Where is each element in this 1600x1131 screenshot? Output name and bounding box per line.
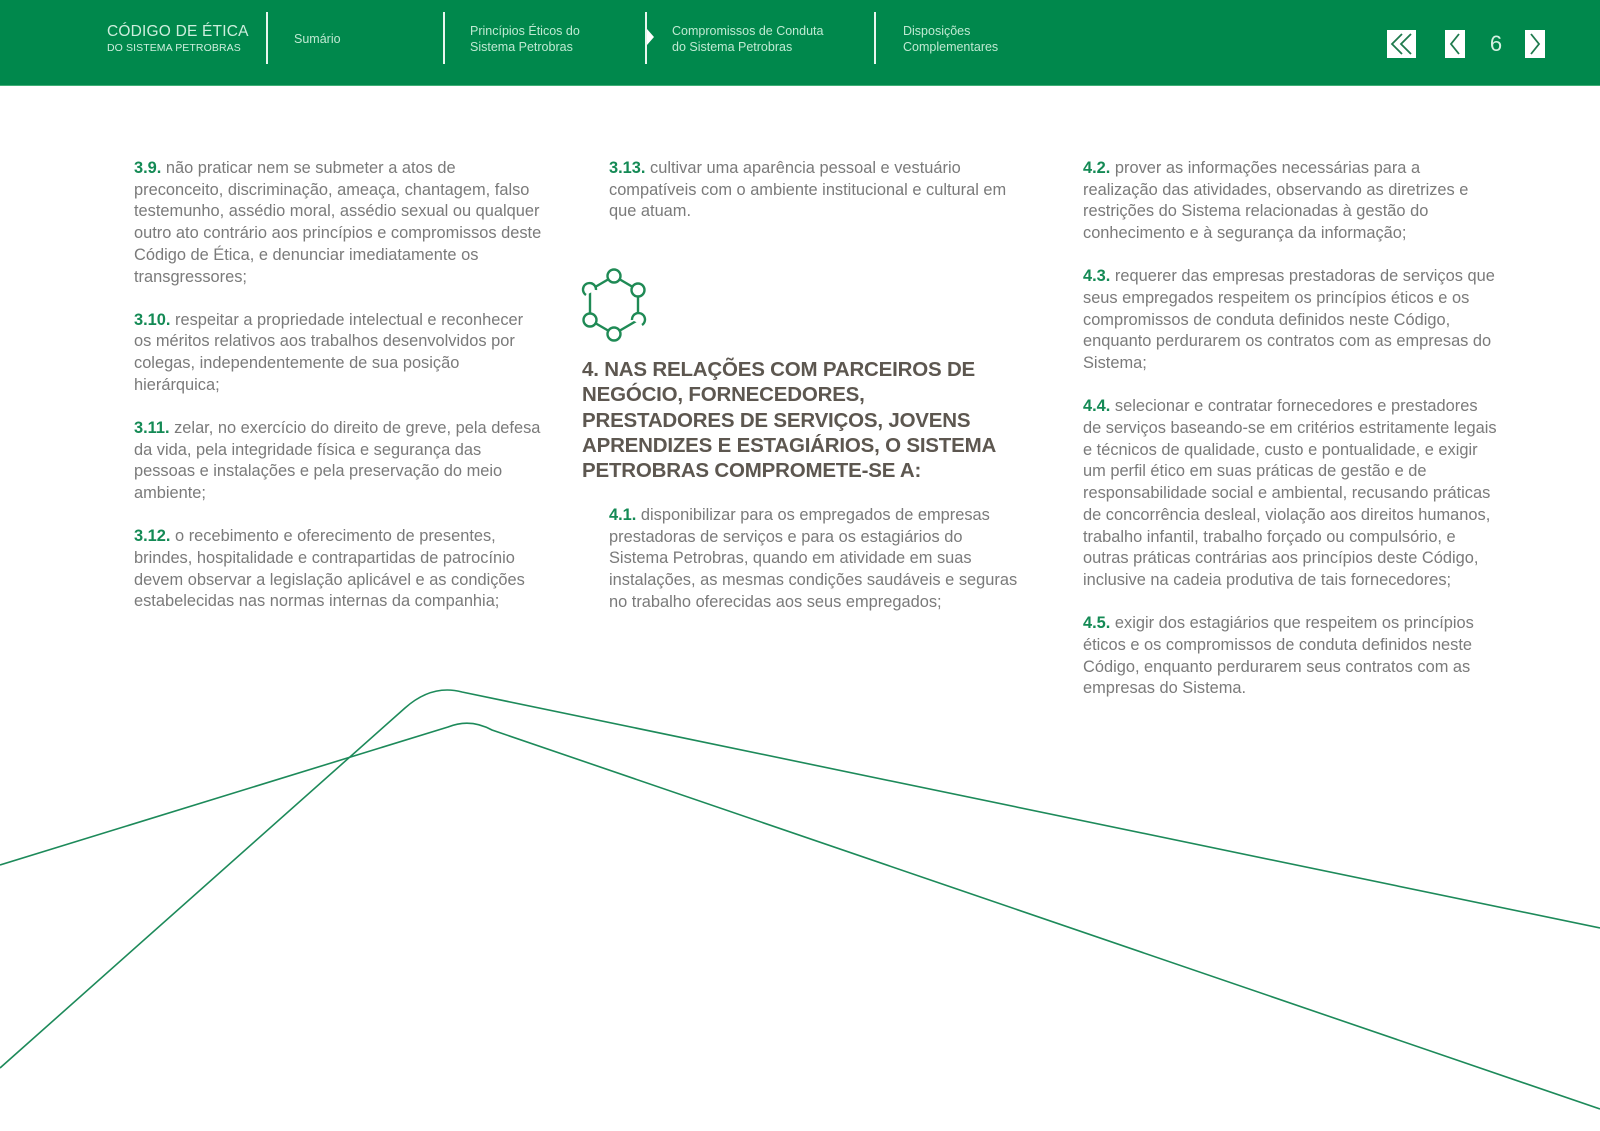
clause-number: 3.11. — [134, 419, 170, 438]
nav-item-compromissos-de-conduta[interactable]: Compromissos de Conduta do Sistema Petrobras — [672, 24, 824, 54]
clause-text: requerer das empresas prestadoras de serviços que seus empregados respeitem os princípios éticos e os compromissos de conduta definidos neste Código, enquanto perdurarem os contratos com as empresas do Sistema; — [1083, 267, 1495, 373]
clause-text: disponibilizar para os empregados de empresas prestadoras de serviços e para os estagiários do Sistema Petrobras, quando em atividade em suas instalações, as mesmas condições saudáveis e seguras no trabalho oferecidas aos seus empregados; — [609, 506, 1018, 611]
section-heading: 4. NAS RELAÇÕES COM PARCEIROS DE NEGÓCIO, FORNECEDORES, PRESTADORES DE SERVIÇOS, JOVENS APRENDIZES E ESTAGIÁRIOS, O SISTEMA PETROBRAS COMPROMETE-SE A: — [582, 358, 996, 483]
nav-divider — [266, 12, 268, 64]
clause-number: 4.5. — [1083, 614, 1111, 633]
clause-text: não praticar nem se submeter a atos de preconceito, discriminação, ameaça, chantagem, falso testemunho, assédio moral, assédio sexual ou qualquer outro ato contrário aos princípios e compromissos deste Código de Ética, e denunciar imediatamente os transgressores; — [134, 159, 542, 286]
previous-page-button[interactable] — [1445, 30, 1465, 58]
decorative-line-upper — [0, 690, 1600, 1068]
nav-item-principios-eticos[interactable]: Princípios Éticos do Sistema Petrobras — [470, 24, 580, 54]
chevron-left-icon — [1448, 32, 1462, 56]
clause-number: 4.4. — [1083, 397, 1111, 416]
column-left — [134, 158, 544, 635]
clause-4-1 — [609, 505, 1019, 614]
nav-divider — [443, 12, 445, 64]
top-navigation-bar — [0, 0, 1600, 86]
clause-number: 3.12. — [134, 527, 171, 546]
clause-text: zelar, no exercício do direito de greve, pela defesa da vida, pela integridade física e segurança das pessoas e instalações e pela preservação do meio ambiente; — [134, 419, 541, 503]
next-page-button[interactable] — [1525, 30, 1545, 58]
clause-number: 4.2. — [1083, 159, 1111, 177]
network-hexagon-icon — [578, 268, 650, 344]
brand-title: CÓDIGO DE ÉTICA — [107, 23, 249, 40]
clause-3-12 — [134, 526, 544, 613]
active-section-marker-icon — [647, 29, 654, 45]
double-chevron-left-icon — [1389, 32, 1414, 56]
clause-3-10 — [134, 310, 544, 397]
clause-text: exigir dos estagiários que respeitem os princípios éticos e os compromissos de conduta definidos neste Código, enquanto perdurarem seus contratos com as empresas do Sistema. — [1083, 614, 1474, 698]
nav-item-sumario[interactable]: Sumário — [294, 32, 341, 46]
clause-text: selecionar e contratar fornecedores e prestadores de serviços baseando-se em critérios estritamente legais e técnicos de qualidade, custo e pontualidade, e exigir um perfil ético em suas práticas de gestão e de responsabilidade social e ambiental, recusando práticas de concorrência desleal, violação aos direitos humanos, trabalho infantil, trabalho forçado ou compulsório, e outras práticas contrárias aos princípios deste Código, inclusive na cadeia produtiva de tais fornecedores; — [1083, 397, 1497, 589]
clause-number: 3.13. — [609, 159, 646, 177]
column-right — [1083, 158, 1498, 721]
clause-text: cultivar uma aparência pessoal e vestuário compatíveis com o ambiente institucional e cultural em que atuam. — [609, 159, 1007, 221]
nav-divider — [874, 12, 876, 64]
nav-item-disposicoes-complementares[interactable]: Disposições Complementares — [903, 24, 999, 54]
clause-3-9 — [134, 158, 544, 288]
clause-text: o recebimento e oferecimento de presentes, brindes, hospitalidade e contrapartidas de patrocínio devem observar a legislação aplicável e as condições estabelecidas nas normas internas da companhia; — [134, 527, 525, 611]
clause-text: prover as informações necessárias para a realização das atividades, observando as diretrizes e restrições do Sistema relacionadas à gestão do conhecimento e à segurança da informação; — [1083, 159, 1469, 243]
clause-3-13 — [609, 158, 1014, 223]
clause-number: 4.1. — [609, 506, 637, 524]
clause-number: 4.3. — [1083, 267, 1111, 286]
column-middle-bottom — [609, 505, 1019, 635]
page-number: 6 — [1489, 31, 1503, 56]
column-middle-top — [609, 158, 1014, 245]
clause-4-3 — [1083, 266, 1498, 375]
clause-4-4 — [1083, 396, 1498, 591]
clause-number: 3.9. — [134, 159, 162, 177]
decorative-line-lower — [0, 723, 1600, 1109]
clause-number: 3.10. — [134, 310, 171, 329]
clause-text: respeitar a propriedade intelectual e reconhecer os méritos relativos aos trabalhos desenvolvidos por colegas, independentemente de sua posição hierárquica; — [134, 310, 524, 394]
brand-subtitle: DO SISTEMA PETROBRAS — [107, 41, 241, 54]
clause-4-5 — [1083, 613, 1498, 700]
first-page-button[interactable] — [1387, 30, 1416, 58]
clause-4-2 — [1083, 158, 1498, 245]
chevron-right-icon — [1528, 32, 1542, 56]
clause-3-11 — [134, 418, 544, 505]
brand-logo[interactable] — [107, 24, 249, 53]
